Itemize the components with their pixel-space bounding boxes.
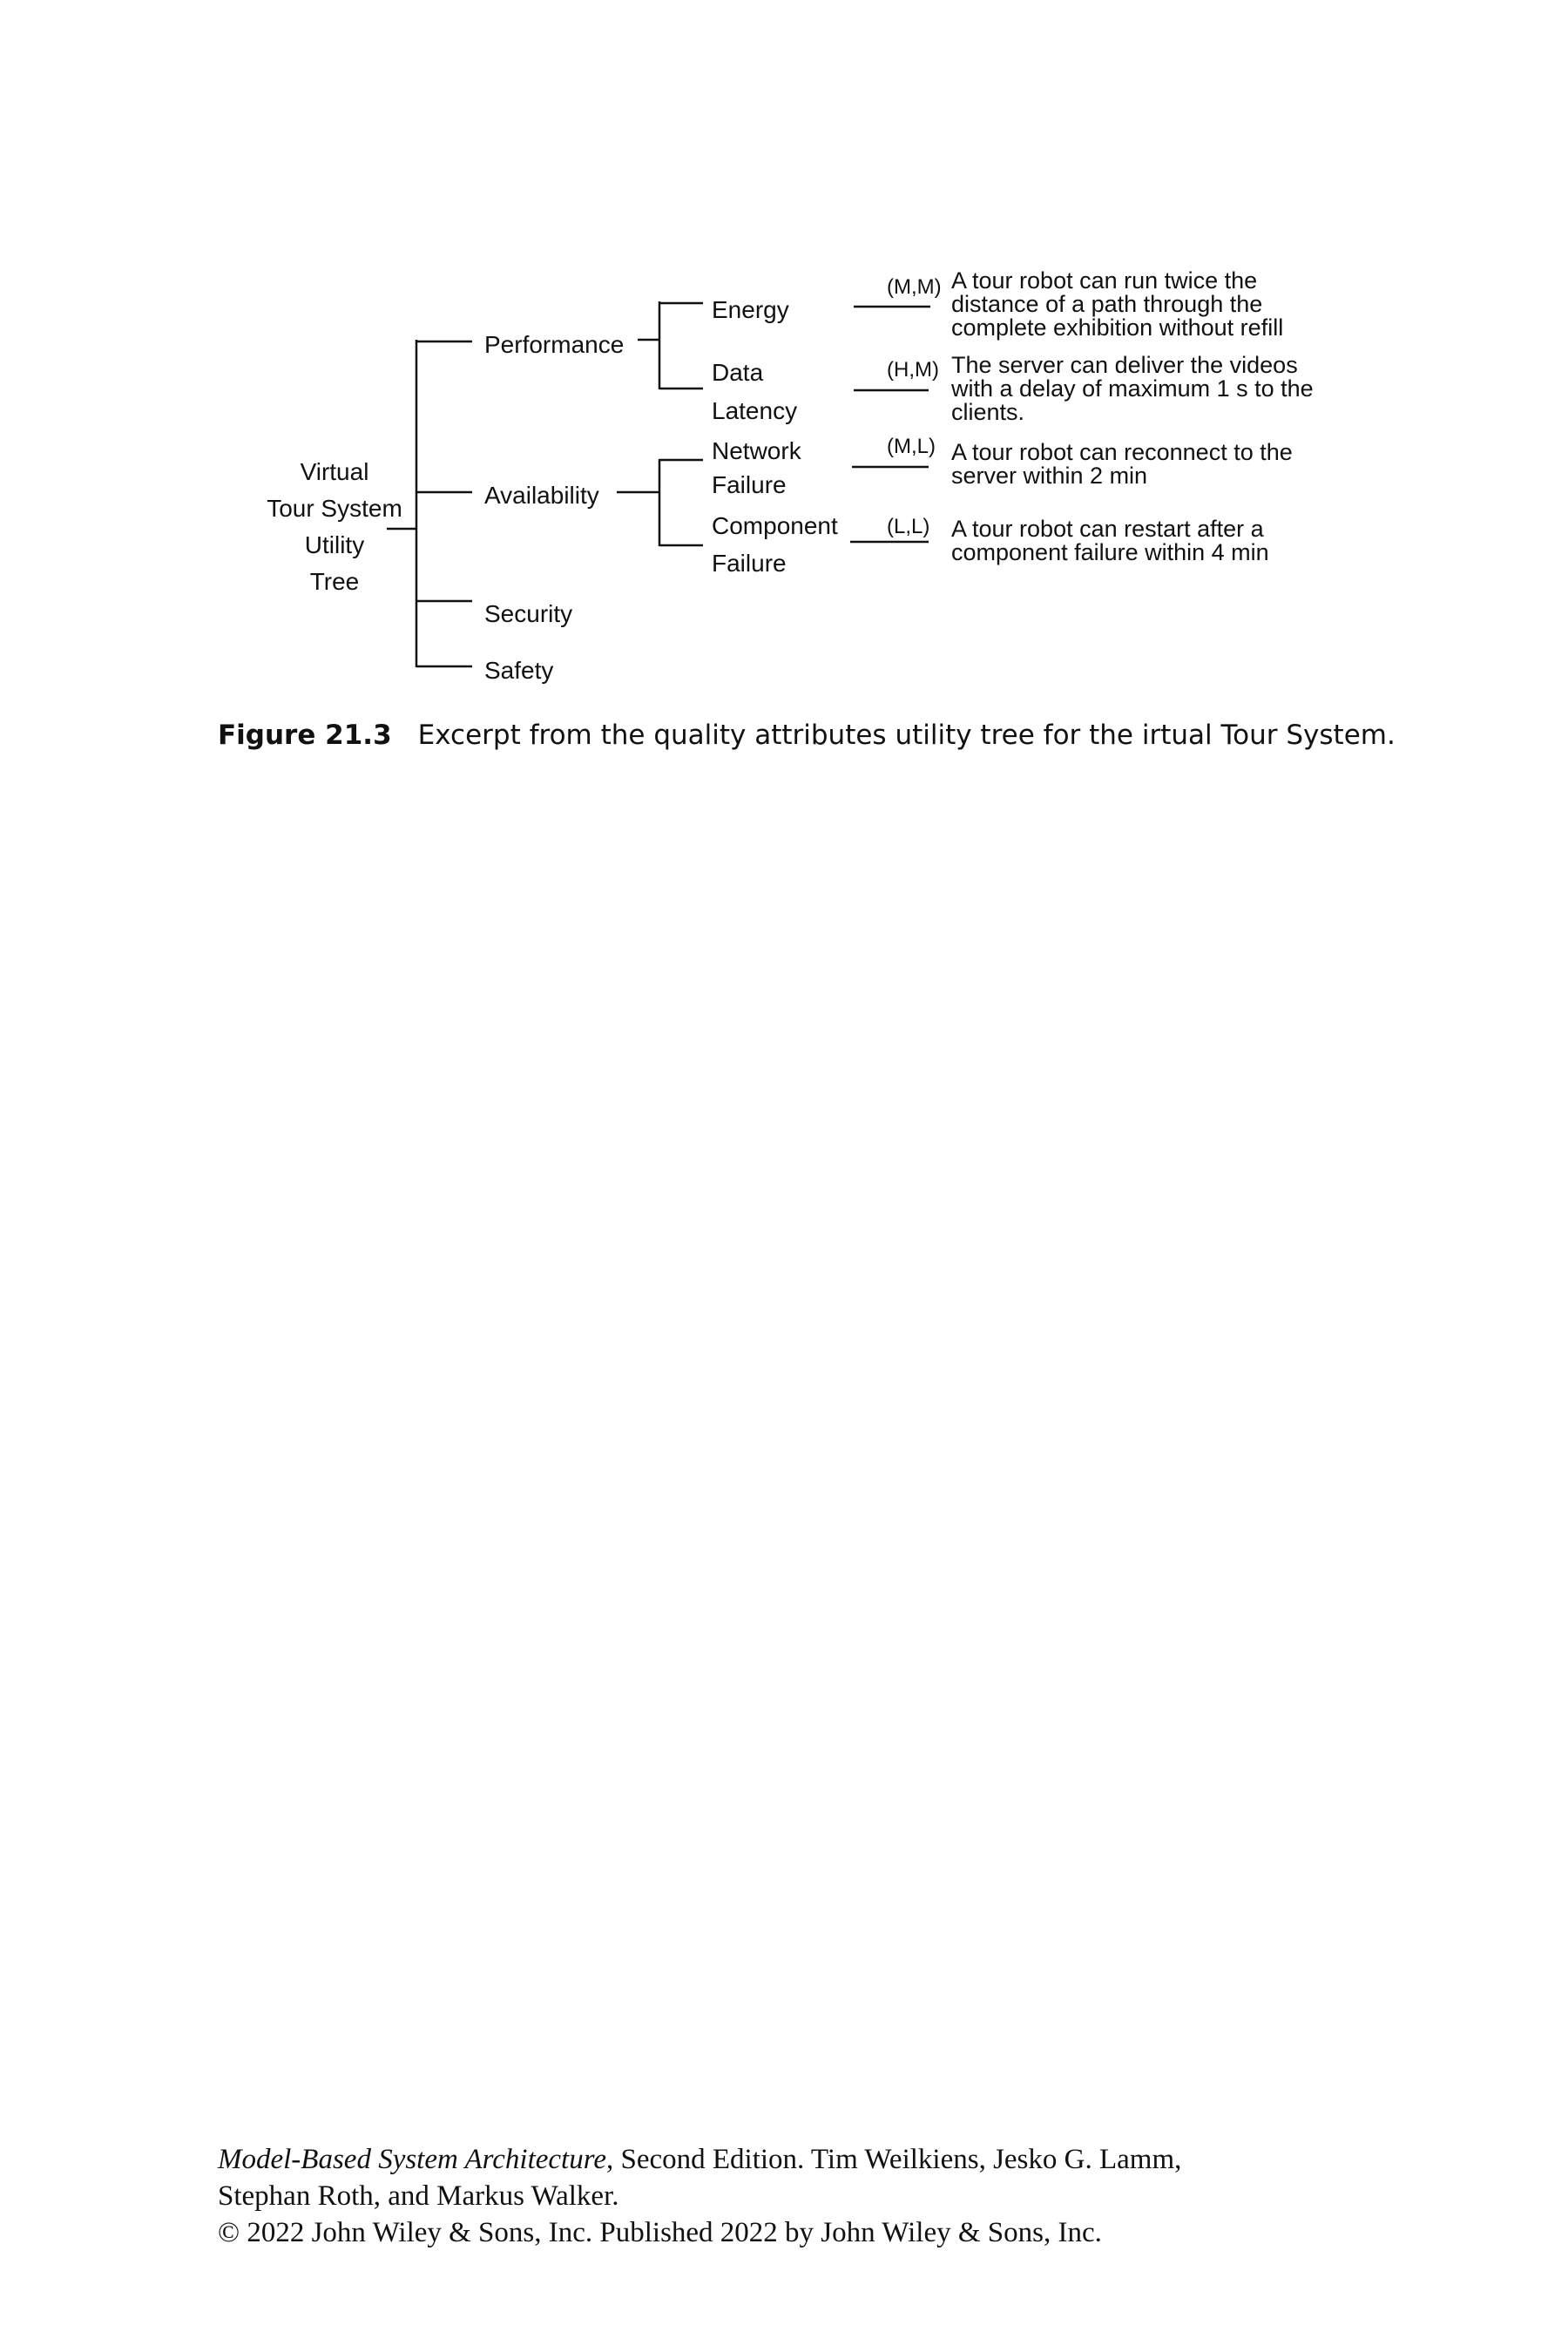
scenario-network-failure-line-1: A tour robot can reconnect to the (951, 439, 1293, 465)
refinement-data-latency-line-2: Latency (712, 397, 798, 424)
attribute-security: Security (484, 600, 573, 627)
root-node (267, 458, 402, 595)
scenario-data-latency-line-3: clients. (951, 399, 1025, 425)
figure-caption-text: Excerpt from the quality attributes utility tree for the irtual Tour System. (417, 720, 1396, 751)
rank-network-failure: (M,L) (887, 435, 936, 458)
rank-energy: (M,M) (887, 275, 942, 299)
root-line-3: Utility (304, 531, 365, 558)
refinement-network-failure-line-2: Failure (712, 471, 787, 498)
footer-line-2: Stephan Roth, and Markus Walker. (218, 2180, 619, 2212)
scenario-network-failure (951, 439, 1293, 489)
footer-line-1 (218, 2141, 1350, 2178)
root-line-2: Tour System (267, 495, 402, 522)
availability-connectors (617, 459, 703, 546)
refinement-component-failure-line-2: Failure (712, 550, 787, 577)
utility-tree-diagram (0, 0, 1568, 714)
scenario-data-latency (950, 352, 1314, 425)
scenario-component-failure-line-2: component failure within 4 min (951, 539, 1269, 565)
figure-label: Figure 21.3 (218, 720, 392, 751)
refinement-network-failure-line-1: Network (712, 437, 801, 464)
attribute-availability: Availability (484, 482, 599, 509)
footer-book-title: Model-Based System Architecture (218, 2144, 606, 2175)
root-line-4: Tree (309, 568, 360, 595)
scenario-network-failure-line-2: server within 2 min (951, 463, 1148, 489)
scenario-data-latency-line-1: The server can deliver the videos (951, 352, 1298, 378)
scenario-energy-line-3: complete exhibition without refill (951, 314, 1284, 341)
refinement-component-failure-line-1: Component (712, 512, 838, 539)
scenario-component-failure (951, 516, 1269, 565)
copyright-footer (218, 2141, 1350, 2251)
scenario-data-latency-line-2: with a delay of maximum 1 s to the (951, 375, 1314, 402)
attribute-performance: Performance (484, 331, 625, 358)
scenario-energy-line-2: distance of a path through the (951, 291, 1263, 317)
performance-connectors (638, 301, 703, 389)
scenario-component-failure-line-1: A tour robot can restart after a (951, 516, 1264, 542)
root-line-1: Virtual (300, 458, 369, 485)
scenario-energy (951, 267, 1283, 341)
figure-caption (218, 720, 1437, 751)
footer-line-1-rest: , Second Edition. Tim Weilkiens, Jesko G. Lamm, (605, 2144, 1182, 2175)
refinement-energy: Energy (712, 296, 789, 323)
refinement-data-latency-line-1: Data (712, 359, 764, 386)
attribute-safety: Safety (484, 657, 554, 684)
rank-component-failure: (L,L) (887, 515, 930, 538)
rank-data-latency: (H,M) (887, 358, 939, 382)
footer-line-3: © 2022 John Wiley & Sons, Inc. Published 2022 by John Wiley & Sons, Inc. (218, 2217, 1102, 2248)
scenario-energy-line-1: A tour robot can run twice the (951, 267, 1258, 294)
